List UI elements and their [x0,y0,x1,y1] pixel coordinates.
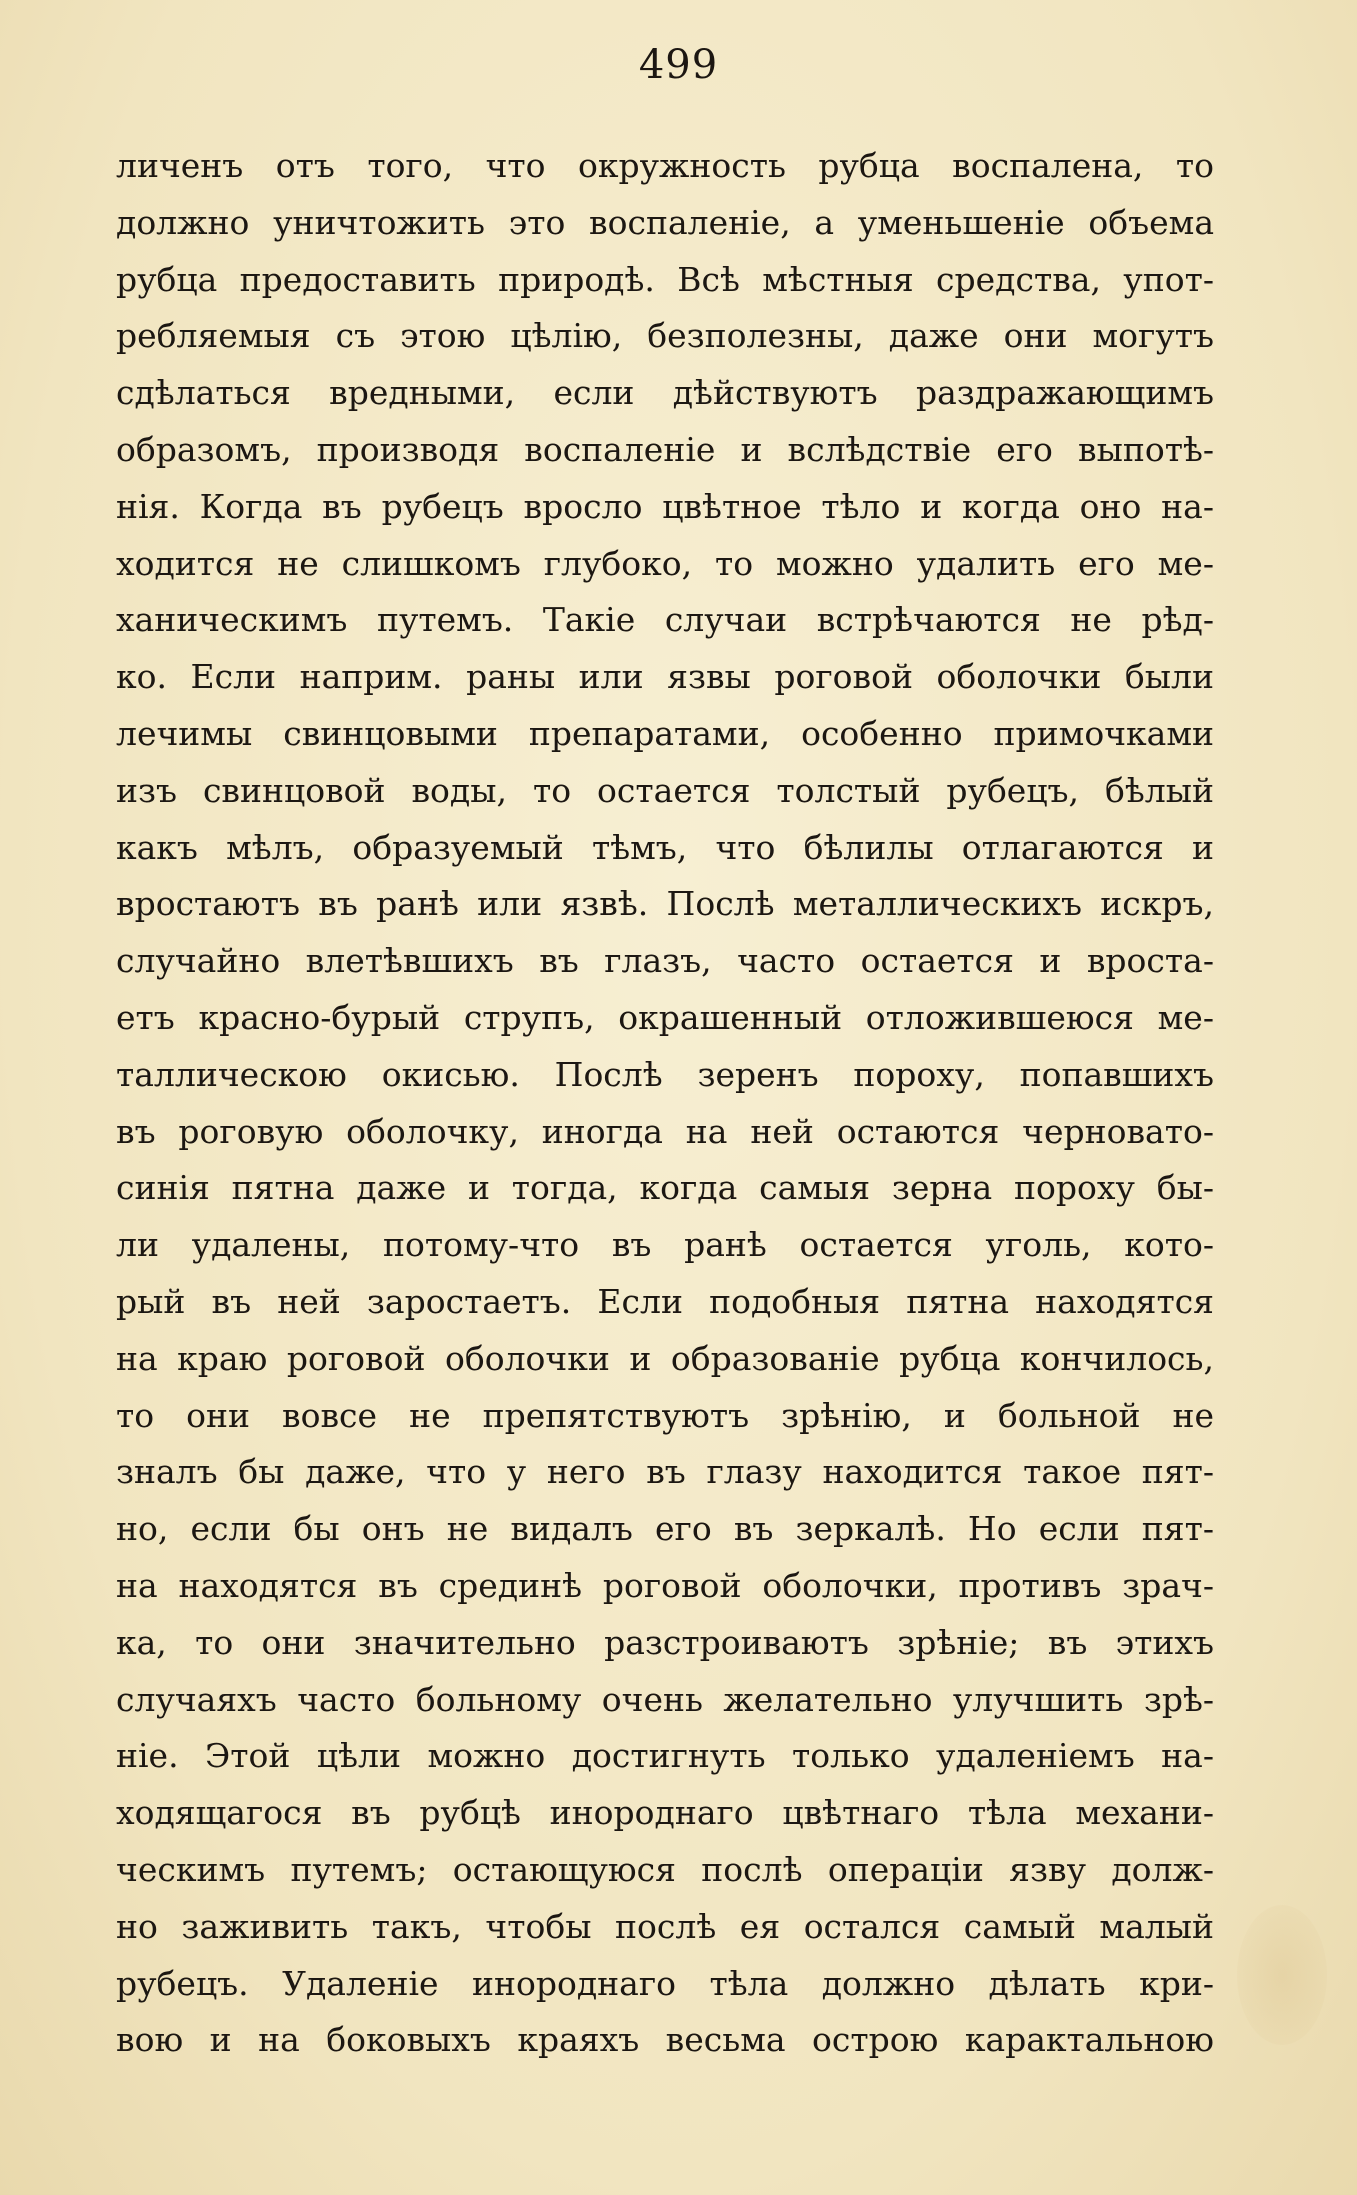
text-line: какъ мѣлъ, образуемый тѣмъ, что бѣлилы отлагаются и [116,827,1214,867]
text-line: на находятся въ срединѣ роговой оболочки, противъ зрач- [116,1565,1214,1605]
page-number: 499 [638,42,719,88]
text-line: ребляемыя съ этою цѣлію, безполезны, даже они могутъ [116,316,1214,356]
body-text [116,138,1214,2069]
text-line: вою и на боковыхъ краяхъ весьма острою карактальною [116,2020,1214,2060]
text-line: ніе. Этой цѣли можно достигнуть только удаленіемъ на- [116,1736,1214,1776]
text-line: рубецъ. Удаленіе инороднаго тѣла должно дѣлать кри- [116,1963,1214,2003]
text-line: случаяхъ часто больному очень желательно улучшить зрѣ- [116,1679,1214,1719]
text-line: изъ свинцовой воды, то остается толстый рубецъ, бѣлый [116,770,1214,810]
text-line: ли удалены, потому-что въ ранѣ остается уголь, кото- [116,1225,1214,1265]
text-line: въ роговую оболочку, иногда на ней остаются черновато- [116,1111,1214,1151]
text-line: случайно влетѣвшихъ въ глазъ, часто остается и вроста- [116,941,1214,981]
text-line: ка, то они значительно разстроиваютъ зрѣніе; въ этихъ [116,1622,1214,1662]
text-line: сдѣлаться вредными, если дѣйствуютъ раздражающимъ [116,373,1214,413]
text-line: зналъ бы даже, что у него въ глазу находится такое пят- [116,1452,1214,1492]
text-line: нія. Когда въ рубецъ вросло цвѣтное тѣло и когда оно на- [116,486,1214,526]
text-line: ходится не слишкомъ глубоко, то можно удалить его ме- [116,543,1214,583]
text-line: рый въ ней заростаетъ. Если подобныя пятна находятся [116,1281,1214,1321]
text-line: етъ красно-бурый струпъ, окрашенный отложившеюся ме- [116,997,1214,1037]
text-line: но заживить такъ, чтобы послѣ ея остался самый малый [116,1906,1214,1946]
text-line: вростаютъ въ ранѣ или язвѣ. Послѣ металлическихъ искръ, [116,884,1214,924]
paper-stain [1237,1905,1327,2045]
text-line: ческимъ путемъ; остающуюся послѣ операціи язву долж- [116,1849,1214,1889]
text-line: ходящагося въ рубцѣ инороднаго цвѣтнаго тѣла механи- [116,1793,1214,1833]
text-line: на краю роговой оболочки и образованіе рубца кончилось, [116,1338,1214,1378]
text-line: таллическою окисью. Послѣ зеренъ пороху, попавшихъ [116,1054,1214,1094]
text-line: рубца предоставить природѣ. Всѣ мѣстныя средства, упот- [116,259,1214,299]
text-line: образомъ, производя воспаленіе и вслѣдствіе его выпотѣ- [116,429,1214,469]
text-line: личенъ отъ того, что окружность рубца воспалена, то [116,146,1214,185]
text-line: лечимы свинцовыми препаратами, особенно примочками [116,713,1214,753]
text-line: но, если бы онъ не видалъ его въ зеркалѣ. Но если пят- [116,1509,1214,1549]
text-line: должно уничтожить это воспаленіе, а уменьшеніе объема [116,202,1214,242]
text-line: ко. Если наприм. раны или язвы роговой оболочки были [116,657,1214,697]
text-line: ханическимъ путемъ. Такіе случаи встрѣчаются не рѣд- [116,600,1214,640]
text-line: то они вовсе не препятствуютъ зрѣнію, и больной не [116,1395,1214,1435]
text-line: синія пятна даже и тогда, когда самыя зерна пороху бы- [116,1168,1214,1208]
